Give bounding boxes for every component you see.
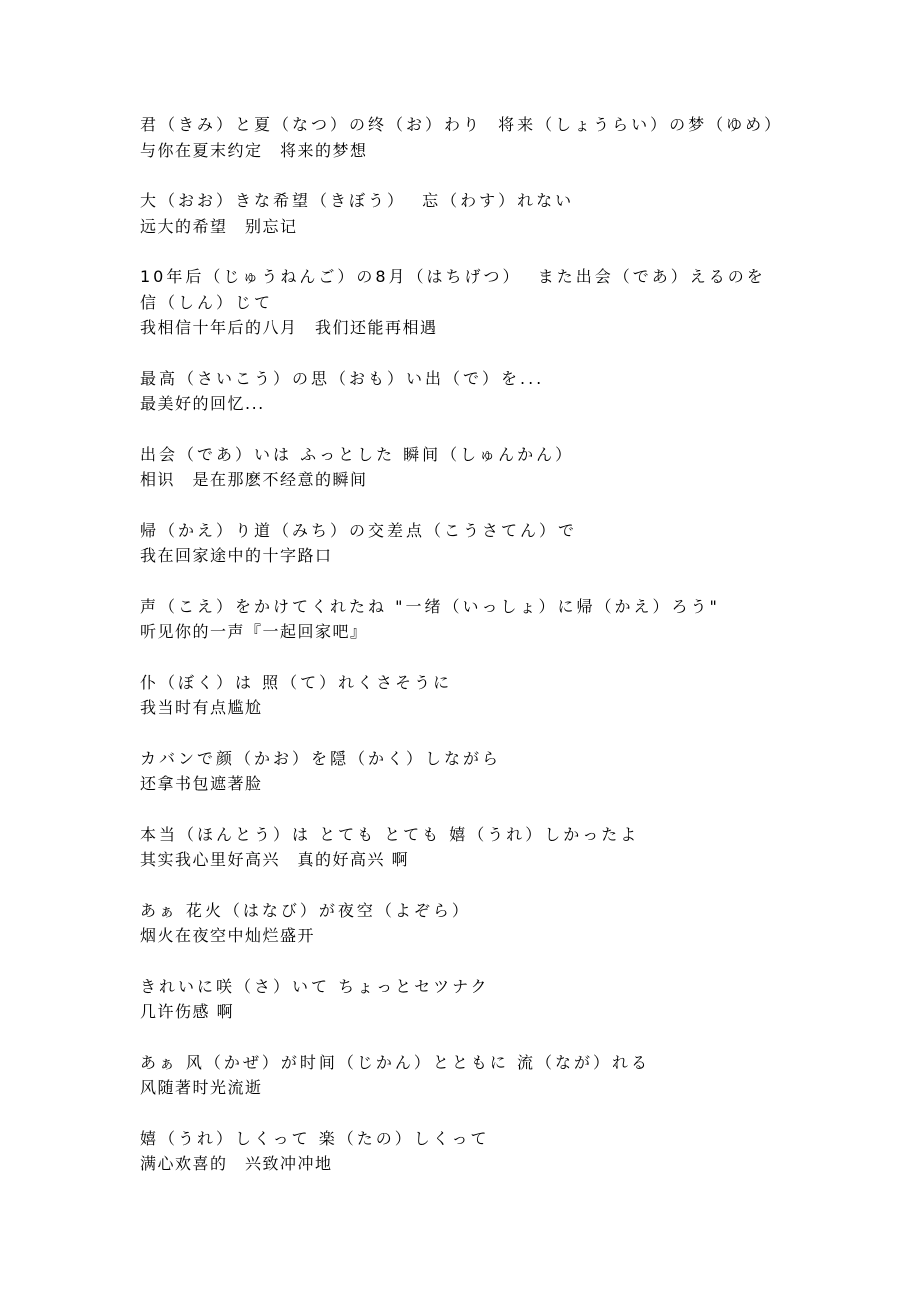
chinese-translation: 远大的希望 别忘记 — [140, 216, 298, 236]
lyric-stanza — [140, 1126, 790, 1177]
japanese-line: 仆（ぼく）は 照（て）れくさそうに — [140, 672, 453, 692]
lyric-stanza — [140, 112, 790, 163]
chinese-translation: 几许伤感 啊 — [140, 1002, 235, 1021]
chinese-translation: 听见你的一声『一起回家吧』 — [140, 622, 368, 641]
chinese-translation: 风随著时光流逝 — [140, 1078, 263, 1097]
chinese-translation: 其实我心里好高兴 真的好高兴 啊 — [140, 850, 410, 869]
lyric-stanza — [140, 746, 790, 797]
chinese-translation: 我当时有点尴尬 — [140, 698, 263, 717]
japanese-line: 最高（さいこう）の思（おも）い出（で）を... — [140, 368, 545, 388]
lyric-stanza — [140, 518, 790, 569]
chinese-translation: 与你在夏末约定 将来的梦想 — [140, 140, 368, 160]
japanese-line: 出会（であ）いは ふっとした 瞬间（しゅんかん） — [140, 444, 575, 464]
japanese-line: きれいに咲（さ）いて ちょっとセツナク — [140, 976, 490, 996]
japanese-line: 君（きみ）と夏（なつ）の终（お）わり 将来（しょうらい）の梦（ゆめ） — [140, 115, 784, 134]
lyric-stanza — [140, 188, 790, 239]
japanese-line: あぁ 花火（はなび）が夜空（よぞら） — [140, 900, 471, 920]
japanese-line: 本当（ほんとう）は とても とても 嬉（うれ）しかったよ — [140, 824, 640, 844]
chinese-translation: 相识 是在那麽不经意的瞬间 — [140, 470, 368, 489]
japanese-line: 嬉（うれ）しくって 楽（たの）しくって — [140, 1128, 490, 1148]
chinese-translation: 烟火在夜空中灿烂盛开 — [140, 926, 316, 945]
japanese-line: 10年后（じゅうねんご）の8月（はちげつ） また出会（であ）えるのを 信（しん）じて — [140, 267, 774, 312]
japanese-line: あぁ 风（かぜ）が时间（じかん）とともに 流（なが）れる — [140, 1052, 651, 1072]
lyric-stanza — [140, 670, 790, 721]
japanese-line: 大（おお）きな希望（きぼう） 忘（わす）れない — [140, 191, 575, 210]
chinese-translation: 我相信十年后的八月 我们还能再相遇 — [140, 318, 438, 337]
lyric-stanza — [140, 442, 790, 493]
japanese-line: カバンで颜（かお）を隠（かく）しながら — [140, 748, 502, 768]
chinese-translation: 我在回家途中的十字路口 — [140, 546, 333, 565]
lyric-stanza — [140, 594, 790, 645]
lyric-stanza — [140, 264, 790, 341]
lyric-stanza — [140, 1050, 790, 1101]
chinese-translation: 满心欢喜的 兴致冲冲地 — [140, 1154, 333, 1173]
lyric-stanza — [140, 822, 790, 873]
lyric-stanza — [140, 974, 790, 1025]
japanese-line: 声（こえ）をかけてくれたね "一绪（いっしょ）に帰（かえ）ろう" — [140, 596, 720, 616]
lyric-stanza — [140, 366, 790, 417]
chinese-translation: 还拿书包遮著脸 — [140, 774, 263, 793]
lyrics-body — [140, 112, 790, 1202]
japanese-line: 帰（かえ）り道（みち）の交差点（こうさてん）で — [140, 520, 578, 540]
lyric-stanza — [140, 898, 790, 949]
chinese-translation: 最美好的回忆... — [140, 394, 265, 413]
